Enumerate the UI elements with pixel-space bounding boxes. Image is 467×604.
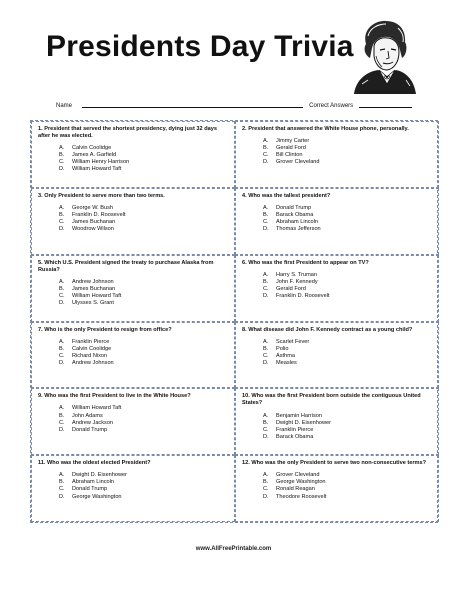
option-text: Gerald Ford (276, 285, 306, 292)
george-washington-portrait-icon (348, 14, 420, 94)
option-text: Dwight D. Eisenhower (72, 472, 128, 479)
option[interactable] (59, 420, 229, 427)
options-list (59, 145, 229, 173)
option[interactable] (263, 272, 433, 279)
option-text: Calvin Coolidge (72, 145, 112, 152)
option-text: William Howard Taft (72, 405, 122, 412)
option[interactable] (59, 212, 229, 219)
option-text: Richard Nixon (72, 352, 108, 359)
question-text: 5. Which U.S. President signed the treaty to purchase Alaska from Russia? (38, 259, 214, 273)
option[interactable] (59, 413, 229, 420)
option[interactable] (263, 472, 433, 479)
option[interactable] (263, 212, 433, 219)
options-list (59, 339, 229, 367)
option-letter: C. (263, 285, 269, 292)
option[interactable] (59, 279, 229, 286)
option-text: Franklin D. Roosevelt (72, 212, 126, 219)
option-letter: A. (59, 405, 65, 412)
option-text: George Washington (276, 479, 326, 486)
option-letter: D. (263, 159, 269, 166)
option[interactable] (263, 226, 433, 233)
option[interactable] (263, 219, 433, 226)
trivia-grid (30, 120, 438, 523)
option-letter: B. (263, 345, 269, 352)
options-list (59, 405, 229, 433)
option-text: Ronald Reagan (276, 486, 315, 493)
option[interactable] (59, 205, 229, 212)
option[interactable] (263, 293, 433, 300)
option[interactable] (59, 472, 229, 479)
option[interactable] (263, 353, 433, 360)
option-letter: A. (263, 271, 269, 278)
option-text: Asthma (276, 352, 295, 359)
option[interactable] (59, 346, 229, 353)
option[interactable] (59, 166, 229, 173)
option-text: James Buchanan (72, 285, 116, 292)
option-text: Measles (276, 359, 297, 366)
option-text: Donald Trump (72, 486, 108, 493)
option-text: William Henry Harrison (72, 159, 130, 166)
option-text: George W. Bush (72, 204, 114, 211)
option-letter: A. (59, 472, 65, 479)
option[interactable] (59, 300, 229, 307)
option-text: Theodore Roosevelt (276, 493, 327, 500)
option-letter: A. (59, 338, 65, 345)
option-letter: B. (59, 152, 65, 159)
option-letter: D. (263, 433, 269, 440)
question-card-1 (31, 121, 235, 188)
option[interactable] (263, 152, 433, 159)
option[interactable] (263, 346, 433, 353)
option-letter: A. (59, 278, 65, 285)
footer-website: www.AllFreePrintable.com (195, 546, 272, 552)
option[interactable] (59, 159, 229, 166)
options-list (263, 205, 433, 233)
question-card-6 (235, 255, 439, 322)
options-list (263, 339, 433, 367)
question-text: 8. What disease did John F. Kennedy contract as a young child? (242, 326, 413, 333)
option-text: Donald Trump (276, 204, 312, 211)
option-text: William Howard Taft (72, 293, 122, 300)
option[interactable] (59, 219, 229, 226)
option[interactable] (59, 427, 229, 434)
option-text: Grover Cleveland (276, 159, 320, 166)
option-letter: B. (59, 479, 65, 486)
option-text: George Washington (72, 493, 122, 500)
option-text: Abraham Lincoln (72, 479, 114, 486)
question-card-2 (235, 121, 439, 188)
question-text: 1. President that served the shortest presidency, dying just 32 days after he was elected. (38, 126, 217, 140)
option[interactable] (263, 494, 433, 501)
option-text: Andrew Johnson (72, 359, 114, 366)
option-text: Ulysses S. Grant (72, 300, 114, 307)
option-text: Donald Trump (72, 426, 108, 433)
question-card-8 (235, 322, 439, 389)
option-text: John Adams (72, 412, 103, 419)
option[interactable] (59, 494, 229, 501)
option-letter: C. (263, 352, 269, 359)
option[interactable] (59, 226, 229, 233)
option-text: Scarlet Fever (276, 338, 310, 345)
option-text: James A. Garfield (72, 152, 117, 159)
option-text: Andrew Johnson (72, 278, 114, 285)
option-letter: C. (59, 293, 65, 300)
option-text: Polio (276, 345, 289, 352)
option-letter: A. (263, 138, 269, 145)
option-letter: D. (59, 426, 65, 433)
option-text: William Howard Taft (72, 166, 122, 173)
option-letter: C. (263, 486, 269, 493)
option[interactable] (263, 279, 433, 286)
option[interactable] (59, 479, 229, 486)
question-card-3 (31, 188, 235, 255)
option-text: John F. Kennedy (276, 278, 318, 285)
option[interactable] (263, 339, 433, 346)
option[interactable] (263, 360, 433, 367)
question-card-4 (235, 188, 439, 255)
question-text: 2. President that answered the White House phone, personally. (242, 126, 409, 132)
name-answer-line (56, 96, 412, 110)
option[interactable] (59, 360, 229, 367)
option-letter: A. (263, 412, 269, 419)
correct-answers-label: Correct Answers (309, 103, 354, 109)
option-text: Benjamin Harrison (276, 412, 323, 419)
option-text: Woodrow Wilson (72, 226, 114, 233)
question-text: 3. Only President to serve more than two terms. (38, 192, 165, 199)
option[interactable] (59, 486, 229, 493)
option[interactable] (59, 152, 229, 159)
option-letter: C. (263, 219, 269, 226)
option-letter: B. (59, 212, 65, 219)
option-letter: A. (263, 338, 269, 345)
option-letter: C. (59, 352, 65, 359)
name-write-line[interactable] (82, 107, 303, 108)
option[interactable] (263, 427, 433, 434)
option-letter: D. (59, 226, 65, 233)
option-letter: B. (263, 419, 269, 426)
option-text: Franklin Pierce (72, 338, 110, 345)
option-text: Bill Clinton (276, 152, 303, 159)
option-text: Jimmy Carter (276, 138, 310, 145)
options-list (263, 472, 433, 500)
option-letter: C. (59, 486, 65, 493)
option-text: Calvin Coolidge (72, 345, 112, 352)
option-letter: C. (59, 419, 65, 426)
option-letter: C. (59, 159, 65, 166)
option-letter: D. (263, 359, 269, 366)
option-text: Dwight D. Eisenhower (276, 419, 332, 426)
option[interactable] (59, 405, 229, 412)
option-text: James Buchanan (72, 219, 116, 226)
option-text: Thomas Jefferson (276, 226, 321, 233)
option-letter: D. (59, 493, 65, 500)
option-text: Grover Cleveland (276, 472, 320, 479)
option[interactable] (263, 420, 433, 427)
option-letter: B. (263, 145, 269, 152)
option-text: Barack Obama (276, 212, 314, 219)
question-card-12 (235, 455, 439, 522)
option-letter: B. (59, 285, 65, 292)
option[interactable] (263, 413, 433, 420)
name-label: Name (56, 103, 73, 109)
question-card-9 (31, 388, 235, 455)
option-letter: A. (59, 145, 65, 152)
question-text: 11. Who was the oldest elected President? (38, 460, 151, 467)
option-letter: A. (263, 204, 269, 211)
option-letter: D. (59, 359, 65, 366)
options-list (59, 472, 229, 500)
option[interactable] (263, 434, 433, 441)
option[interactable] (59, 353, 229, 360)
option-letter: D. (59, 300, 65, 307)
option[interactable] (263, 145, 433, 152)
option-letter: C. (263, 152, 269, 159)
option[interactable] (59, 293, 229, 300)
options-list (263, 413, 433, 441)
question-text: 7. Who is the only President to resign from office? (38, 326, 172, 333)
option-text: Gerald Ford (276, 145, 306, 152)
option-text: Franklin Pierce (276, 426, 314, 433)
page-title: Presidents Day Trivia (46, 30, 354, 63)
correct-answers-write-line[interactable] (359, 107, 412, 108)
option[interactable] (263, 205, 433, 212)
option-letter: D. (59, 166, 65, 173)
option-letter: D. (263, 493, 269, 500)
option-letter: C. (263, 426, 269, 433)
option-letter: D. (263, 293, 269, 300)
option-text: Abraham Lincoln (276, 219, 318, 226)
option-letter: A. (59, 204, 65, 211)
options-list (59, 205, 229, 233)
question-card-10 (235, 388, 439, 455)
option-letter: D. (263, 226, 269, 233)
option-letter: B. (59, 412, 65, 419)
options-list (59, 279, 229, 307)
options-list (263, 272, 433, 300)
option[interactable] (59, 339, 229, 346)
question-text: 6. Who was the first President to appear on TV? (242, 259, 369, 266)
option[interactable] (59, 286, 229, 293)
option-letter: B. (263, 479, 269, 486)
question-card-5 (31, 255, 235, 322)
option-letter: C. (59, 219, 65, 226)
option-letter: B. (59, 345, 65, 352)
option[interactable] (263, 138, 433, 145)
question-text: 9. Who was the first President to live in the White House? (38, 393, 191, 400)
option-letter: B. (263, 278, 269, 285)
question-text: 4. Who was the tallest president? (242, 192, 331, 199)
option-letter: A. (263, 472, 269, 479)
option-letter: B. (263, 212, 269, 219)
question-card-7 (31, 322, 235, 389)
option-text: Harry S. Truman (276, 271, 318, 278)
option[interactable] (263, 479, 433, 486)
option[interactable] (263, 159, 433, 166)
option-text: Andrew Jackson (72, 419, 114, 426)
option[interactable] (263, 286, 433, 293)
option[interactable] (263, 486, 433, 493)
option[interactable] (59, 145, 229, 152)
option-text: Franklin D. Roosevelt (276, 293, 330, 300)
option-text: Barack Obama (276, 433, 314, 440)
question-text: 12. Who was the only President to serve two non-consecutive terms? (242, 460, 427, 467)
question-card-11 (31, 455, 235, 522)
question-text: 10. Who was the first President born outside the contiguous United States? (242, 393, 421, 407)
options-list (263, 138, 433, 166)
